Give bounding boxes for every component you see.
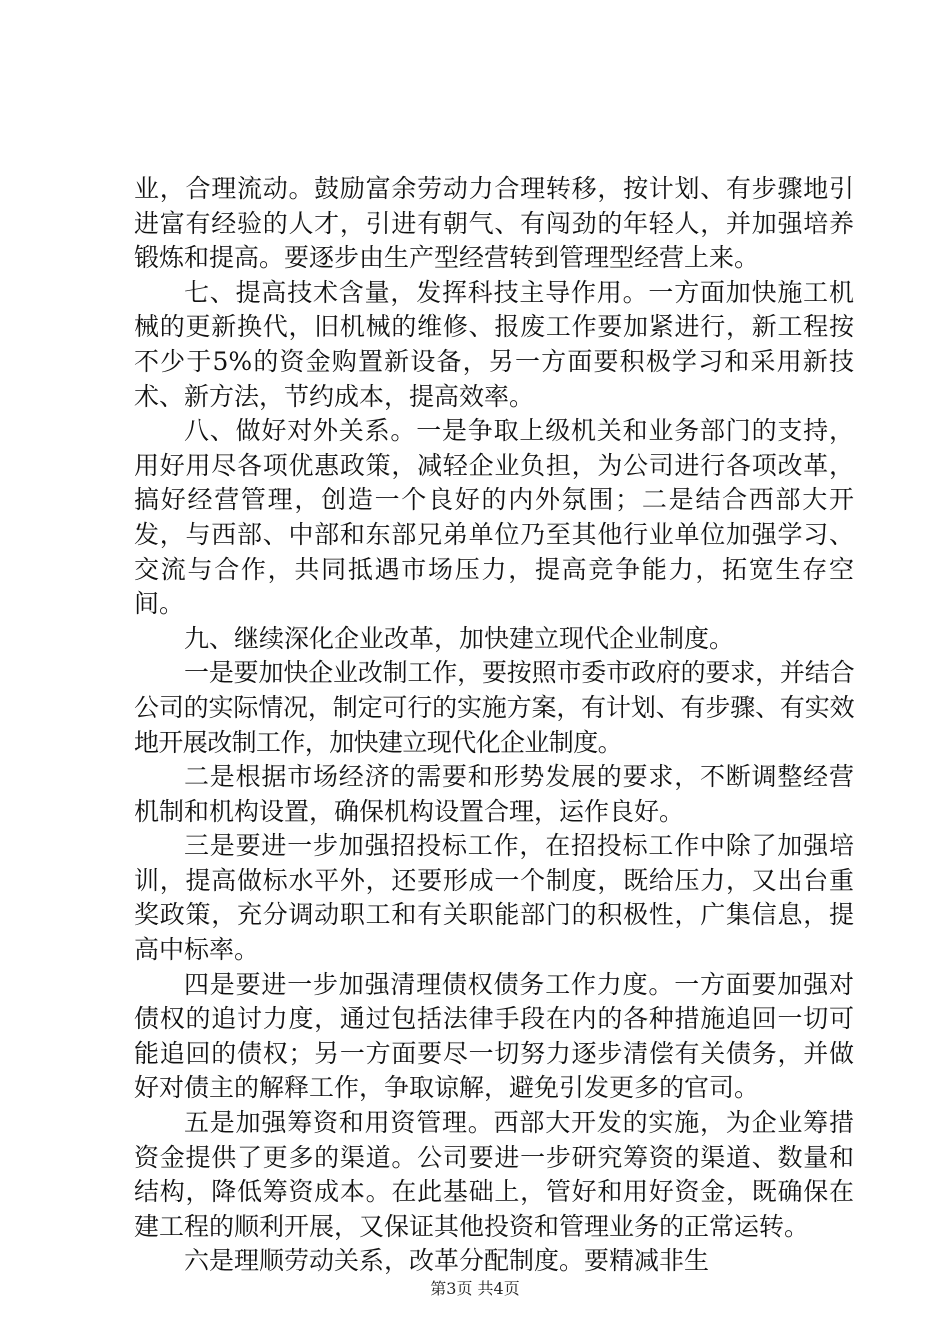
paragraph-sub-1: 一是要加快企业改制工作，要按照市委市政府的要求，并结合公司的实际情况，制定可行的实施方案，有计划、有步骤、有实效地开展改制工作，加快建立现代化企业制度。: [134, 658, 854, 757]
paragraph-sub-3: 三是要进一步加强招投标工作，在招投标工作中除了加强培训，提高做标水平外，还要形成一个制度，既给压力，又出台重奖政策，充分调动职工和有关职能部门的积极性，广集信息，提高中标率。: [134, 831, 854, 965]
paragraph-item-7: 七、提高技术含量，发挥科技主导作用。一方面加快施工机械的更新换代，旧机械的维修、报废工作要加紧进行，新工程按不少于5%的资金购置新设备，另一方面要积极学习和采用新技术、新方法，节约成本，提高效率。: [134, 277, 854, 411]
paragraph-sub-2: 二是根据市场经济的需要和形势发展的要求，不断调整经营机制和机构设置，确保机构设置合理，运作良好。: [134, 762, 854, 826]
paragraph-item-9-heading: 九、继续深化企业改革，加快建立现代企业制度。: [184, 623, 735, 653]
paragraph-sub-5: 五是加强筹资和用资管理。西部大开发的实施，为企业筹措资金提供了更多的渠道。公司要进一步研究筹资的渠道、数量和结构，降低筹资成本。在此基础上，管好和用好资金，既确保在建工程的顺利开展，又保证其他投资和管理业务的正常运转。: [134, 1108, 854, 1241]
paragraph-sub-6: 六是理顺劳动关系，改革分配制度。要精减非生: [184, 1246, 710, 1276]
document-body: [134, 172, 854, 1279]
paragraph-continuation: 业，合理流动。鼓励富余劳动力合理转移，按计划、有步骤地引进富有经验的人才，引进有朝气、有闯劲的年轻人，并加强培养锻炼和提高。要逐步由生产型经营转到管理型经营上来。: [134, 174, 854, 273]
paragraph-item-8: 八、做好对外关系。一是争取上级机关和业务部门的支持，用好用尽各项优惠政策，减轻企业负担，为公司进行各项改革，搞好经营管理，创造一个良好的内外氛围；二是结合西部大开发，与西部、中部和东部兄弟单位乃至其他行业单位加强学习、交流与合作，共同抵遇市场压力，提高竞争能力，拓宽生存空间。: [134, 416, 854, 619]
page-number-footer: 第3页 共4页: [430, 1279, 520, 1298]
paragraph-sub-4: 四是要进一步加强清理债权债务工作力度。一方面要加强对债权的追讨力度，通过包括法律手段在内的各种措施追回一切可能追回的债权；另一方面要尽一切努力逐步清偿有关债务，并做好对债主的解释工作，争取谅解，避免引发更多的官司。: [134, 969, 854, 1103]
